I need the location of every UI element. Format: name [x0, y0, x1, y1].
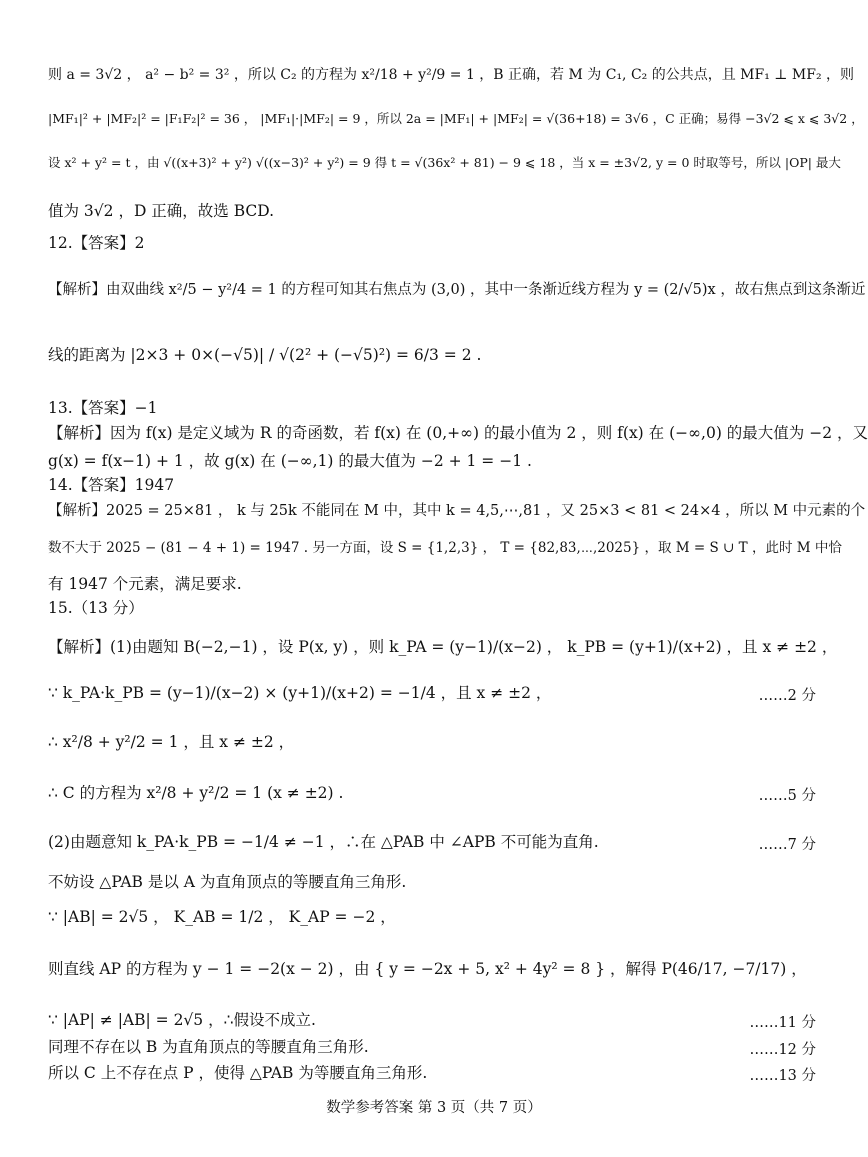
text-line: 【解析】2025 = 25×81 ， k 与 25k 不能同在 M 中，其中 k = 4,5,⋯,81 ，又 25×3 < 81 < 24×4 ，所以 M 中元素的个 [48, 503, 866, 519]
text-line: 所以 C 上不存在点 P ，使得 △PAB 为等腰直角三角形. [48, 1064, 428, 1082]
text-line: |MF₁|² + |MF₂|² = |F₁F₂|² = 36 ， |MF₁|·|MF₂| = 9 ，所以 2a = |MF₁| + |MF₂| = √(36+18) = 3√6 ，C 正确；易得 −3√2 ⩽ x ⩽ 3√2 ， [48, 111, 864, 126]
text-line: g(x) = f(x−1) + 1 ，故 g(x) 在 (−∞,1) 的最大值为 −2 + 1 = −1 . [48, 452, 532, 470]
answer-heading-12: 12.【答案】2 [48, 234, 145, 252]
text-line: 则 a = 3√2 ， a² − b² = 3² ，所以 C₂ 的方程为 x²/18 + y²/9 = 1 ，B 正确，若 M 为 C₁, C₂ 的公共点，且 MF₁ ⊥ MF₂ ，则 [48, 67, 855, 83]
text-line: 【解析】(1)由题知 B(−2,−1) ，设 P(x, y) ，则 k_PA = (y−1)/(x−2) ， k_PB = (y+1)/(x+2) ，且 x ≠ ±2 ， [48, 638, 838, 656]
score-mark: ……12 分 [749, 1042, 816, 1058]
text-line: 不妨设 △PAB 是以 A 为直角顶点的等腰直角三角形. [48, 873, 407, 891]
text-line: 设 x² + y² = t ，由 √((x+3)² + y²) √((x−3)² + y²) = 9 得 t = √(36x² + 81) − 9 ⩽ 18 ，当 x = ±3√2, y = 0 时取等号，所以 |OP| 最大 [48, 155, 841, 170]
text-line: 有 1947 个元素，满足要求. [48, 575, 242, 593]
text-line: 【解析】由双曲线 x²/5 − y²/4 = 1 的方程可知其右焦点为 (3,0) ，其中一条渐近线方程为 y = (2/√5)x ，故右焦点到这条渐近 [48, 282, 866, 298]
answer-heading-13: 13.【答案】−1 [48, 399, 158, 417]
score-mark: ……7 分 [758, 837, 816, 853]
text-line: ∴ x²/8 + y²/2 = 1 ，且 x ≠ ±2 ， [48, 733, 295, 751]
score-mark: ……11 分 [749, 1015, 816, 1031]
page-footer: 数学参考答案 第 3 页（共 7 页） [326, 1100, 542, 1116]
text-line: 数不大于 2025 − (81 − 4 + 1) = 1947 . 另一方面，设 S = {1,2,3} ， T = {82,83,⋯,2025} ，取 M = S ∪ T ，此时 M 中恰 [48, 540, 842, 556]
answer-heading-14: 14.【答案】1947 [48, 476, 175, 494]
text-line: ∵ |AB| = 2√5 ， K_AB = 1/2 ， K_AP = −2 ， [48, 908, 396, 926]
text-line: ∵ k_PA·k_PB = (y−1)/(x−2) × (y+1)/(x+2) = −1/4 ，且 x ≠ ±2 ， [48, 684, 552, 702]
text-line: (2)由题意知 k_PA·k_PB = −1/4 ≠ −1 ，∴在 △PAB 中 ∠APB 不可能为直角. [48, 833, 599, 851]
text-line: ∵ |AP| ≠ |AB| = 2√5 ，∴假设不成立. [48, 1011, 316, 1029]
score-mark: ……2 分 [758, 688, 816, 704]
score-mark: ……13 分 [749, 1068, 816, 1084]
text-line: 值为 3√2 ，D 正确，故选 BCD. [48, 202, 275, 220]
text-line: ∴ C 的方程为 x²/8 + y²/2 = 1 (x ≠ ±2) . [48, 784, 344, 802]
question-heading-15: 15.（13 分） [48, 599, 144, 617]
text-line: 则直线 AP 的方程为 y − 1 = −2(x − 2) ，由 { y = −2x + 5, x² + 4y² = 8 } ，解得 P(46/17, −7/17) ， [48, 960, 807, 978]
score-mark: ……5 分 [758, 788, 816, 804]
text-line: 同理不存在以 B 为直角顶点的等腰直角三角形. [48, 1038, 369, 1056]
text-line: 线的距离为 |2×3 + 0×(−√5)| / √(2² + (−√5)²) = 6/3 = 2 . [48, 346, 482, 364]
text-line: 【解析】因为 f(x) 是定义域为 R 的奇函数，若 f(x) 在 (0,+∞) 的最小值为 2 ，则 f(x) 在 (−∞,0) 的最大值为 −2 ，又 [48, 424, 868, 442]
